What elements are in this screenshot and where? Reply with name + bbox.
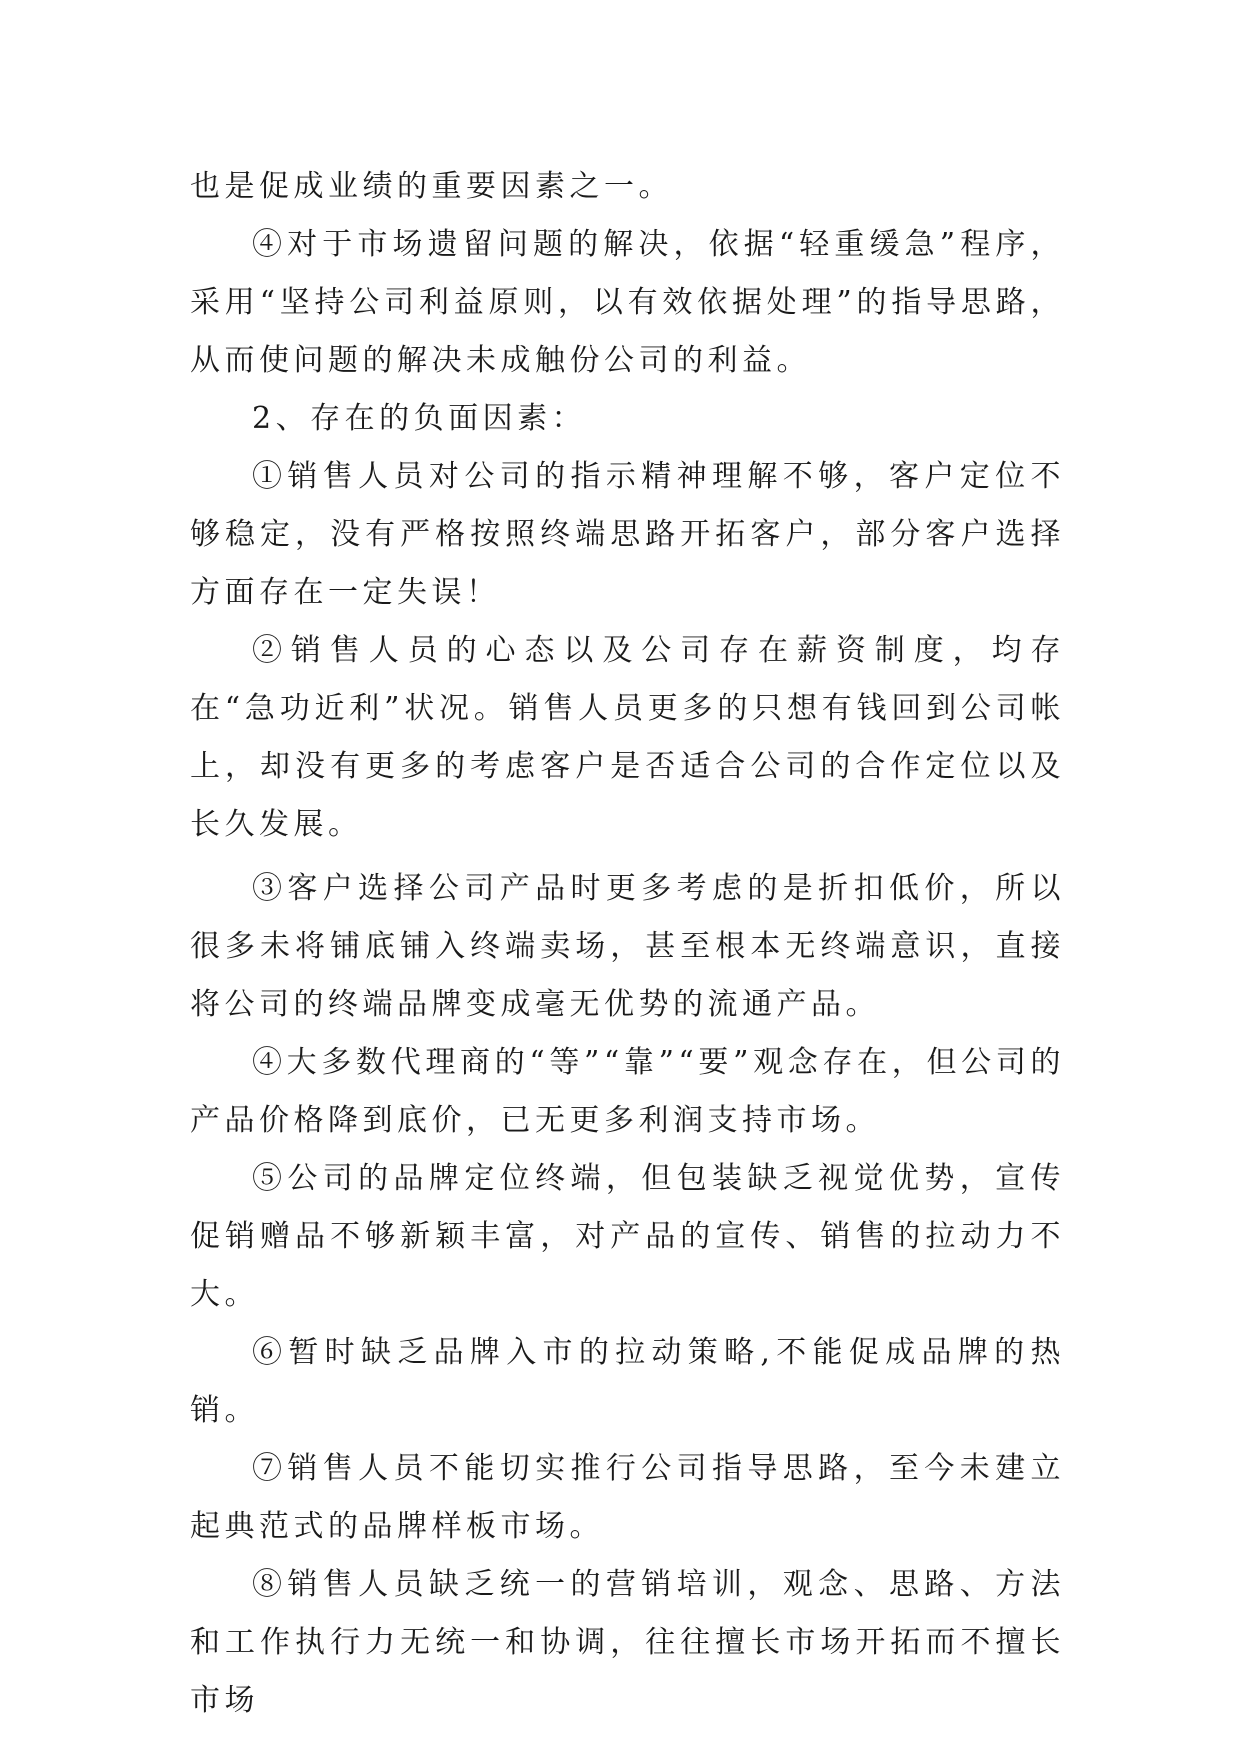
paragraph-negative-1: ①销售人员对公司的指示精神理解不够，客户定位不够稳定，没有严格按照终端思路开拓客户，部分客户选择方面存在一定失误！ [190, 459, 1065, 610]
paragraph-negative-2: ②销售人员的心态以及公司存在薪资制度，均存在“急功近利”状况。销售人员更多的只想有钱回到公司帐上，却没有更多的考虑客户是否适合公司的合作定位以及长久发展。 [190, 633, 1065, 842]
paragraph-negative-6: ⑥暂时缺乏品牌入市的拉动策略,不能促成品牌的热销。 [190, 1335, 1065, 1428]
paragraph-continuation: 也是促成业绩的重要因素之一。 [190, 169, 673, 204]
paragraph-negative-5: ⑤公司的品牌定位终端，但包装缺乏视觉优势，宣传促销赠品不够新颖丰富，对产品的宣传、销售的拉动力不大。 [190, 1161, 1065, 1312]
paragraph-negative-3: ③客户选择公司产品时更多考虑的是折扣低价，所以很多未将铺底铺入终端卖场，甚至根本无终端意识，直接将公司的终端品牌变成毫无优势的流通产品。 [190, 871, 1065, 1022]
paragraph-negative-8: ⑧销售人员缺乏统一的营销培训，观念、思路、方法和工作执行力无统一和协调，往往擅长市场开拓而不擅长市场 [190, 1567, 1065, 1718]
paragraph-item-4-market-issues: ④对于市场遗留问题的解决，依据“轻重缓急”程序，采用“坚持公司利益原则，以有效依据处理”的指导思路，从而使问题的解决未成触份公司的利益。 [190, 227, 1065, 378]
paragraph-negative-4: ④大多数代理商的“等”“靠”“要”观念存在，但公司的产品价格降到底价，已无更多利润支持市场。 [190, 1045, 1065, 1138]
paragraph-negative-7: ⑦销售人员不能切实推行公司指导思路，至今未建立起典范式的品牌样板市场。 [190, 1451, 1065, 1544]
section-heading-negative-factors: 2、存在的负面因素： [252, 401, 587, 436]
document-body [190, 158, 1065, 1730]
